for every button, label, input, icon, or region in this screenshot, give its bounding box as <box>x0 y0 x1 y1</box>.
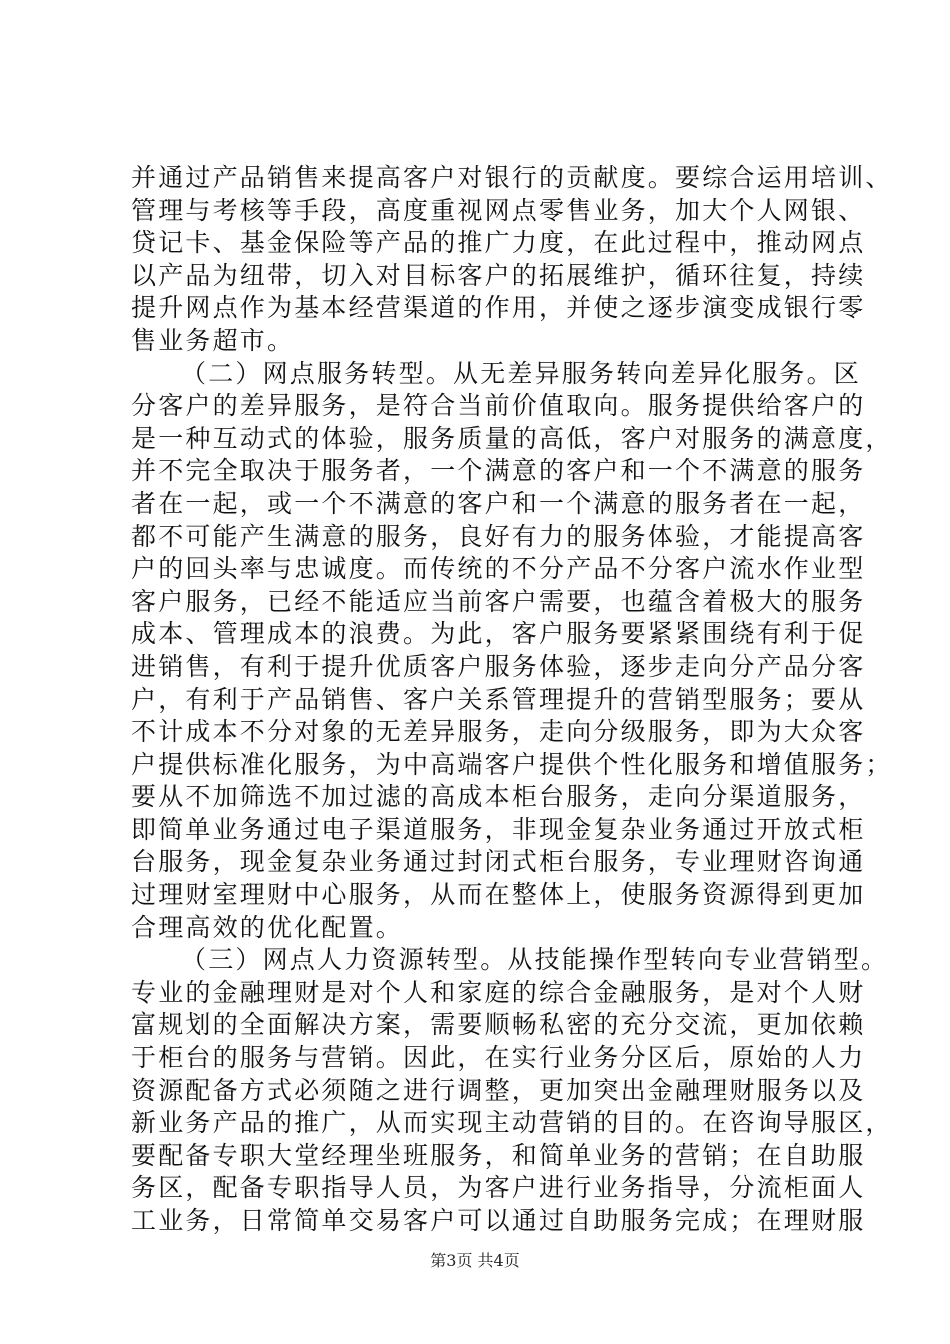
text-line: （二）网点服务转型。从无差异服务转向差异化服务。区 <box>181 358 862 388</box>
text-line: 台服务，现金复杂业务通过封闭式柜台服务，专业理财咨询通 <box>131 847 866 877</box>
text-line: 户的回头率与忠诚度。而传统的不分产品不分客户流水作业型 <box>131 554 866 584</box>
text-line: 管理与考核等手段，高度重视网点零售业务，加大个人网银、 <box>131 195 866 225</box>
text-line: 以产品为纽带，切入对目标客户的拓展维护，循环往复，持续 <box>131 260 866 290</box>
text-line: 者在一起，或一个不满意的客户和一个满意的服务者在一起， <box>131 488 866 518</box>
text-line: 于柜台的服务与营销。因此，在实行业务分区后，原始的人力 <box>131 1043 866 1073</box>
text-line: 售业务超市。 <box>131 325 295 355</box>
text-line: 即简单业务通过电子渠道服务，非现金复杂业务通过开放式柜 <box>131 814 866 844</box>
text-line: 要从不加筛选不加过滤的高成本柜台服务，走向分渠道服务， <box>131 782 866 812</box>
text-line: 合理高效的优化配置。 <box>131 912 404 942</box>
text-line: 并不完全取决于服务者，一个满意的客户和一个不满意的服务 <box>131 456 866 486</box>
text-line: 务区，配备专职指导人员，为客户进行业务指导，分流柜面人 <box>131 1173 866 1203</box>
text-line: 新业务产品的推广，从而实现主动营销的目的。在咨询导服区， <box>131 1108 893 1138</box>
text-line: 成本、管理成本的浪费。为此，客户服务要紧紧围绕有利于促 <box>131 619 866 649</box>
text-line: 专业的金融理财是对个人和家庭的综合金融服务，是对个人财 <box>131 977 866 1007</box>
text-line: 都不可能产生满意的服务，良好有力的服务体验，才能提高客 <box>131 521 866 551</box>
text-line: 不计成本不分对象的无差异服务，走向分级服务，即为大众客 <box>131 717 866 747</box>
text-line: 并通过产品销售来提高客户对银行的贡献度。要综合运用培训、 <box>131 163 893 192</box>
text-line: 富规划的全面解决方案，需要顺畅私密的充分交流，更加依赖 <box>131 1010 866 1040</box>
text-line: 是一种互动式的体验，服务质量的高低，客户对服务的满意度， <box>131 423 893 453</box>
text-line: 资源配备方式必须随之进行调整，更加突出金融理财服务以及 <box>131 1075 866 1105</box>
document-body <box>131 162 893 1238</box>
text-line: 客户服务，已经不能适应当前客户需要，也蕴含着极大的服务 <box>131 586 866 616</box>
text-line: 贷记卡、基金保险等产品的推广力度，在此过程中，推动网点 <box>131 228 866 258</box>
text-line: 提升网点作为基本经营渠道的作用，并使之逐步演变成银行零 <box>131 293 866 323</box>
page-footer: 第3页 共4页 <box>430 1251 520 1270</box>
text-line: （三）网点人力资源转型。从技能操作型转向专业营销型。 <box>181 945 889 975</box>
text-line: 工业务，日常简单交易客户可以通过自助服务完成；在理财服 <box>131 1206 866 1235</box>
text-line: 户提供标准化服务，为中高端客户提供个性化服务和增值服务； <box>131 749 893 779</box>
text-line: 户，有利于产品销售、客户关系管理提升的营销型服务；要从 <box>131 684 866 714</box>
text-line: 过理财室理财中心服务，从而在整体上，使服务资源得到更加 <box>131 880 866 910</box>
text-line: 分客户的差异服务，是符合当前价值取向。服务提供给客户的 <box>131 391 866 421</box>
text-line: 要配备专职大堂经理坐班服务，和简单业务的营销；在自助服 <box>131 1140 866 1170</box>
text-line: 进销售，有利于提升优质客户服务体验，逐步走向分产品分客 <box>131 651 866 681</box>
